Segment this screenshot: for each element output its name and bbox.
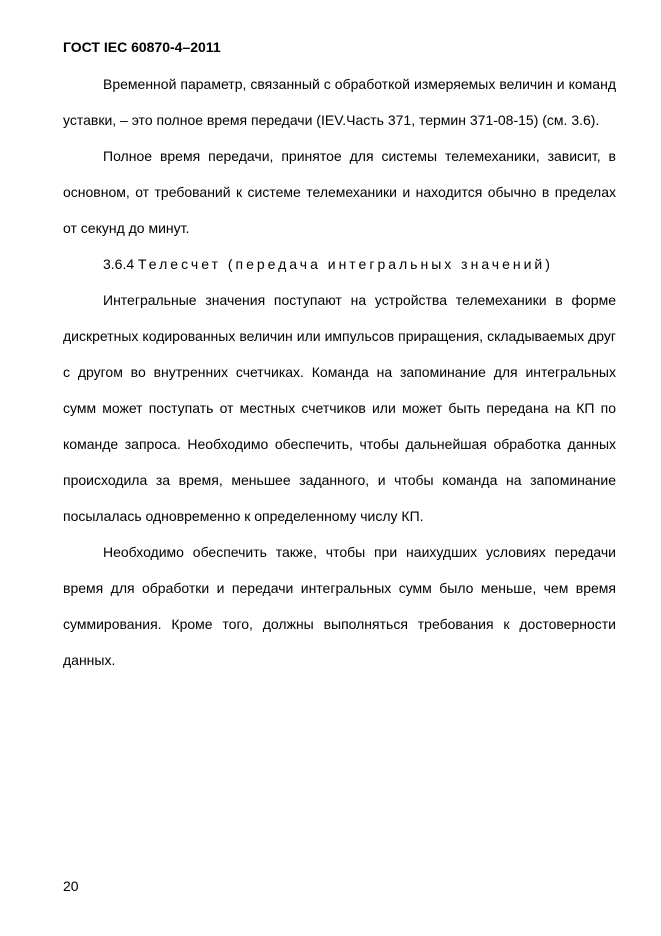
section-heading <box>63 246 616 282</box>
page-number: 20 <box>63 878 79 894</box>
paragraph: Необходимо обеспечить также, чтобы при наихудших условиях передачи время для обработки и передачи интегральных сумм было меньше, чем время суммирования. Кроме того, должны выполняться требования к достоверности данных. <box>63 544 616 668</box>
section-title: Телесчет (передача интегральных значений) <box>138 256 553 272</box>
paragraph: Полное время передачи, принятое для системы телемеханики, зависит, в основном, от требований к системе телемеханики и находится обычно в пределах от секунд до минут. <box>63 148 616 236</box>
paragraph: Временной параметр, связанный с обработкой измеряемых величин и команд уставки, – это полное время передачи (IEV.Часть 371, термин 371-08-15) (см. 3.6). <box>63 76 616 128</box>
paragraph: Интегральные значения поступают на устройства телемеханики в форме дискретных кодированных величин или импульсов приращения, складываемых друг с другом во внутренних счетчиках. Команда на запоминание для интегральных сумм может поступать от местных счетчиков или может быть передана на КП по команде запроса. Необходимо обеспечить, чтобы дальнейшая обработка данных происходила за время, меньшее заданного, и чтобы команда на запоминание посылалась одновременно к определенному числу КП. <box>63 292 616 524</box>
document-header: ГОСТ IEC 60870-4–2011 <box>63 39 221 55</box>
document-body <box>63 66 616 678</box>
section-number: 3.6.4 <box>103 256 135 272</box>
